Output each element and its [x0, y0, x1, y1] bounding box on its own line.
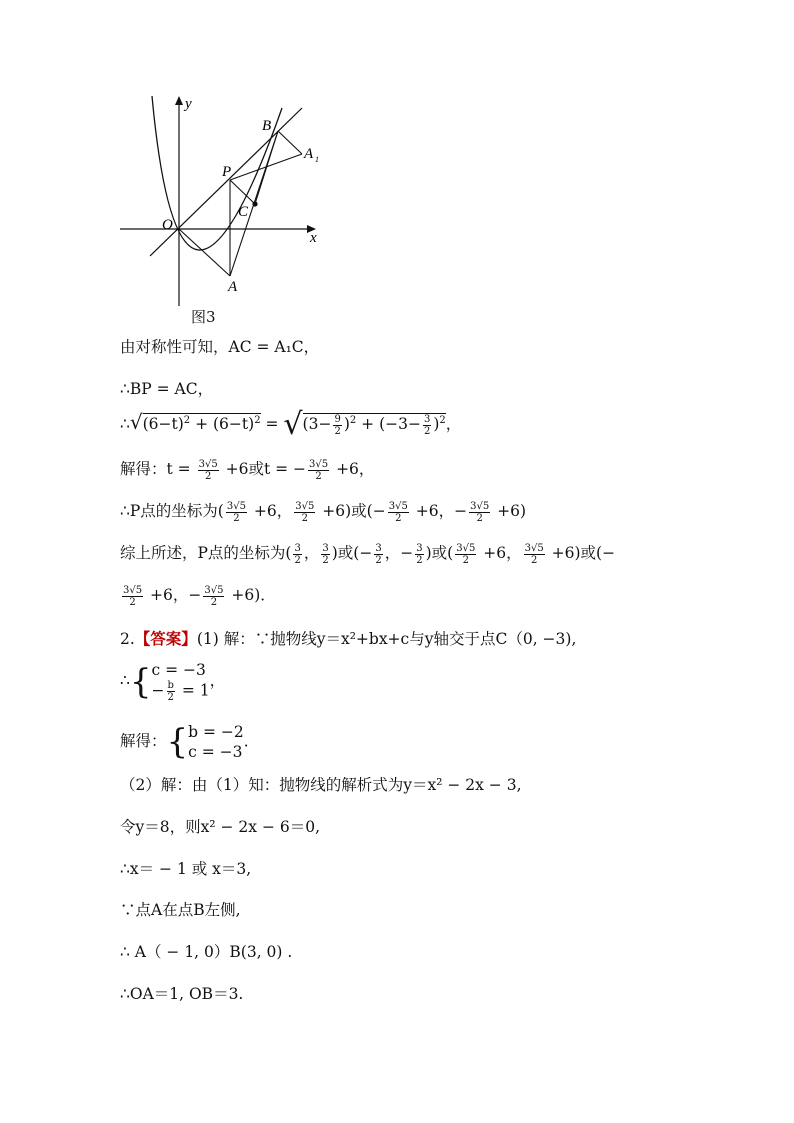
fraction [469, 501, 490, 524]
fraction [388, 501, 409, 524]
text: +6)． [226, 586, 276, 604]
denominator: 2 [204, 470, 212, 482]
text-line-7 [120, 584, 276, 608]
label-p: P [222, 164, 232, 180]
numerator: 3√5 [456, 542, 476, 554]
fraction [321, 543, 329, 566]
sup: 2 [183, 415, 191, 426]
fraction [167, 680, 175, 703]
paren: ) [343, 415, 350, 434]
denominator: 2 [210, 596, 218, 608]
text-line-5 [120, 500, 526, 524]
text: +6，− [145, 586, 202, 604]
numerator: 3√5 [123, 584, 143, 596]
numerator: 9 [334, 413, 341, 425]
fraction [374, 543, 382, 566]
numerator: b [167, 680, 174, 691]
text: +6，− [410, 502, 468, 520]
numerator: 3 [375, 542, 382, 554]
denominator: 2 [462, 554, 469, 566]
numerator: 3 [416, 542, 423, 554]
text: +6)或(− [546, 544, 616, 562]
equation-2: c = −3 [188, 743, 243, 761]
denominator: 2 [322, 554, 329, 566]
numerator: 3√5 [524, 542, 544, 554]
label-a1: A [304, 146, 314, 162]
text: )或(− [331, 544, 373, 562]
point-c [252, 201, 257, 206]
sqrt-right [302, 413, 446, 437]
therefore-symbol: ∴ [120, 415, 130, 434]
fraction [294, 501, 315, 524]
text: )或( [425, 544, 454, 562]
answer-tag: 【答案】 [134, 630, 197, 648]
equals: = [260, 415, 284, 434]
period: ． [243, 732, 260, 750]
equation-2 [152, 680, 210, 703]
text-line-11: （2）解：由（1）知：抛物线的解析式为y＝x² − 2x − 3, [120, 776, 522, 794]
fraction [198, 459, 219, 482]
label-b: B [262, 118, 272, 134]
text: +6， [478, 544, 522, 562]
text: ，− [384, 544, 414, 562]
sup: 2 [254, 415, 261, 426]
fraction [308, 459, 329, 482]
text-line-13: ∴x＝ − 1 或 x＝3, [120, 860, 252, 878]
equation-system [152, 660, 210, 703]
text-line-8 [120, 628, 576, 650]
sqrt-right-part1: (3− [302, 415, 332, 434]
text: 综上所述，P点的坐标为( [120, 544, 292, 562]
text: +6， [331, 460, 375, 478]
text-line-16: ∴OA＝1, OB＝3. [120, 985, 244, 1003]
label-o: O [162, 217, 173, 233]
text: (1) 解：∵抛物线y＝x²+bx+c与y轴交于点C（0, −3), [196, 630, 577, 648]
solve-label: 解得：t = [120, 460, 196, 478]
left-brace: { [129, 661, 152, 702]
denominator: 2 [129, 596, 136, 608]
line-ob [150, 108, 302, 256]
numerator: 3√5 [295, 500, 315, 512]
denominator: 2 [375, 554, 382, 566]
figure-caption: 图3 [191, 308, 216, 326]
text-line-14: ∵点A在点B左侧, [120, 901, 241, 919]
text-line-3: $\therefore√(6-t)^2 + (6-t)^2 = √(3-$ $\frac{9}{2}$ )$^2$ + (−3− $\frac{3}{2}$ )$^2$， [120, 407, 462, 443]
label-a: A [228, 279, 238, 295]
fraction [226, 501, 247, 524]
numerator: 3√5 [198, 458, 218, 470]
fraction [415, 543, 423, 566]
sqrt-right-part2: + (−3− [356, 415, 421, 434]
fraction [423, 414, 431, 437]
equation-system [188, 722, 244, 762]
text: +6)或(− [317, 502, 386, 520]
text: +6或t = − [220, 460, 307, 478]
segment-ba1 [278, 131, 302, 154]
sqrt-left-term2: + (6−t) [190, 415, 255, 434]
equation-1: b = −2 [188, 723, 244, 741]
therefore-symbol: ∴ [120, 671, 130, 690]
numerator: 3 [423, 413, 431, 425]
text-line-9 [120, 660, 225, 703]
text: +6， [248, 502, 293, 520]
numerator: 3√5 [204, 584, 224, 596]
comma: ， [209, 671, 226, 690]
denominator: 2 [395, 512, 402, 524]
sqrt-left-term1: (6−t) [142, 415, 184, 434]
geometry-figure [112, 88, 344, 308]
text-line-10 [120, 722, 259, 762]
text-line-15: ∴ A（ − 1, 0）B(3, 0) . [120, 943, 293, 961]
denominator: 2 [233, 512, 240, 524]
sup: 2 [349, 415, 357, 426]
denominator: 2 [167, 692, 174, 703]
denominator: 2 [294, 554, 301, 566]
text-line-1: 由对称性可知，AC = A₁C， [120, 338, 320, 356]
equation-1: c = −3 [151, 661, 206, 679]
fraction [122, 585, 143, 608]
solve-label: 解得： [120, 732, 167, 750]
paren: ) [433, 415, 440, 434]
question-number: 2. [120, 630, 135, 648]
text-line-4 [120, 458, 374, 482]
segment-pc [230, 180, 255, 204]
y-axis-arrow [175, 96, 183, 105]
label-x: x [310, 230, 317, 246]
denominator: 2 [476, 512, 483, 524]
fraction [333, 414, 341, 437]
numerator: 3√5 [226, 500, 246, 512]
numerator: 3√5 [388, 500, 408, 512]
text: ∴P点的坐标为( [120, 502, 224, 520]
text-line-6 [120, 542, 615, 566]
label-c: C [238, 204, 249, 220]
parabola-diagram [112, 88, 344, 308]
numerator: 3√5 [309, 458, 329, 470]
denominator: 2 [334, 425, 341, 437]
text-line-2: ∴BP = AC， [120, 380, 214, 398]
numerator: 3 [322, 542, 329, 554]
fraction [293, 543, 301, 566]
numerator: 3 [294, 542, 301, 554]
label-a1-sub: 1 [315, 155, 319, 164]
sup: 2 [439, 415, 446, 426]
fraction [524, 543, 545, 566]
text-line-12: 令y＝8，则x² − 2x − 6＝0, [120, 818, 321, 836]
text: +6) [492, 502, 527, 520]
sqrt-left [143, 413, 261, 433]
denominator: 2 [423, 425, 431, 437]
fraction [455, 543, 476, 566]
text: = 1 [176, 681, 210, 700]
label-y: y [185, 96, 192, 112]
denominator: 2 [416, 554, 423, 566]
text: ， [303, 544, 320, 562]
text: − [151, 681, 165, 700]
left-brace: { [166, 722, 189, 762]
fraction [203, 585, 224, 608]
denominator: 2 [530, 554, 538, 566]
denominator: 2 [301, 512, 308, 524]
numerator: 3√5 [470, 500, 490, 512]
denominator: 2 [315, 470, 322, 482]
comma: ， [445, 415, 462, 434]
